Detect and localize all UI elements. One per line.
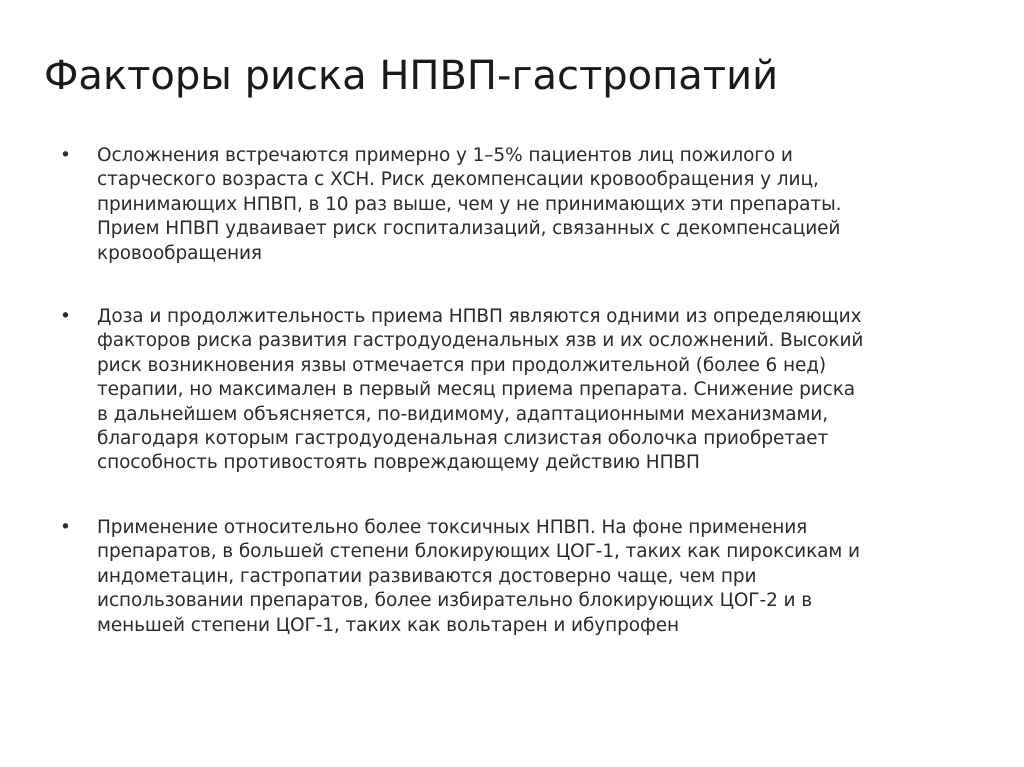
bullet-list	[60, 144, 970, 638]
bullet-text: Осложнения встречаются примерно у 1–5% пациентов лиц пожилого и старческого возраста с ХСН. Риск декомпенсации кровообращения у лиц, принимающих НПВП, в 10 раз выше, чем у не принимающих эти препараты. Прием НПВП удваивает риск госпитализаций, связанных с декомпенсацией кровообращения	[97, 145, 842, 264]
bullet-dot-icon: •	[60, 306, 71, 328]
bullet-text: Применение относительно более токсичных НПВП. На фоне применения препаратов, в большей степени блокирующих ЦОГ-1, таких как пироксикам и индометацин, гастропатии развиваются достоверно чаще, чем при использовании препаратов, более избирательно блокирующих ЦОГ-2 и в меньшей степени ЦОГ-1, таких как вольтарен и ибупрофен	[97, 516, 860, 636]
bullet-item	[60, 516, 970, 638]
bullet-dot-icon: •	[60, 516, 71, 538]
bullet-item	[60, 305, 970, 476]
bullet-text: Доза и продолжительность приема НПВП являются одними из определяющих факторов риска развития гастродуоденальных язв и их осложнений. Высокий риск возникновения язвы отмечается при продолжительной (более 6 нед) терапии, но максимален в первый месяц приема препарата. Снижение риска в дальнейшем объясняется, по-видимому, адаптационными механизмами, благодаря которым гастродуоденальная слизистая оболочка приобретает способность противостоять повреждающему действию НПВП	[97, 306, 864, 474]
bullet-dot-icon: •	[60, 145, 71, 166]
bullet-item	[60, 144, 970, 266]
slide-title: Факторы риска НПВП-гастропатий	[44, 53, 779, 99]
